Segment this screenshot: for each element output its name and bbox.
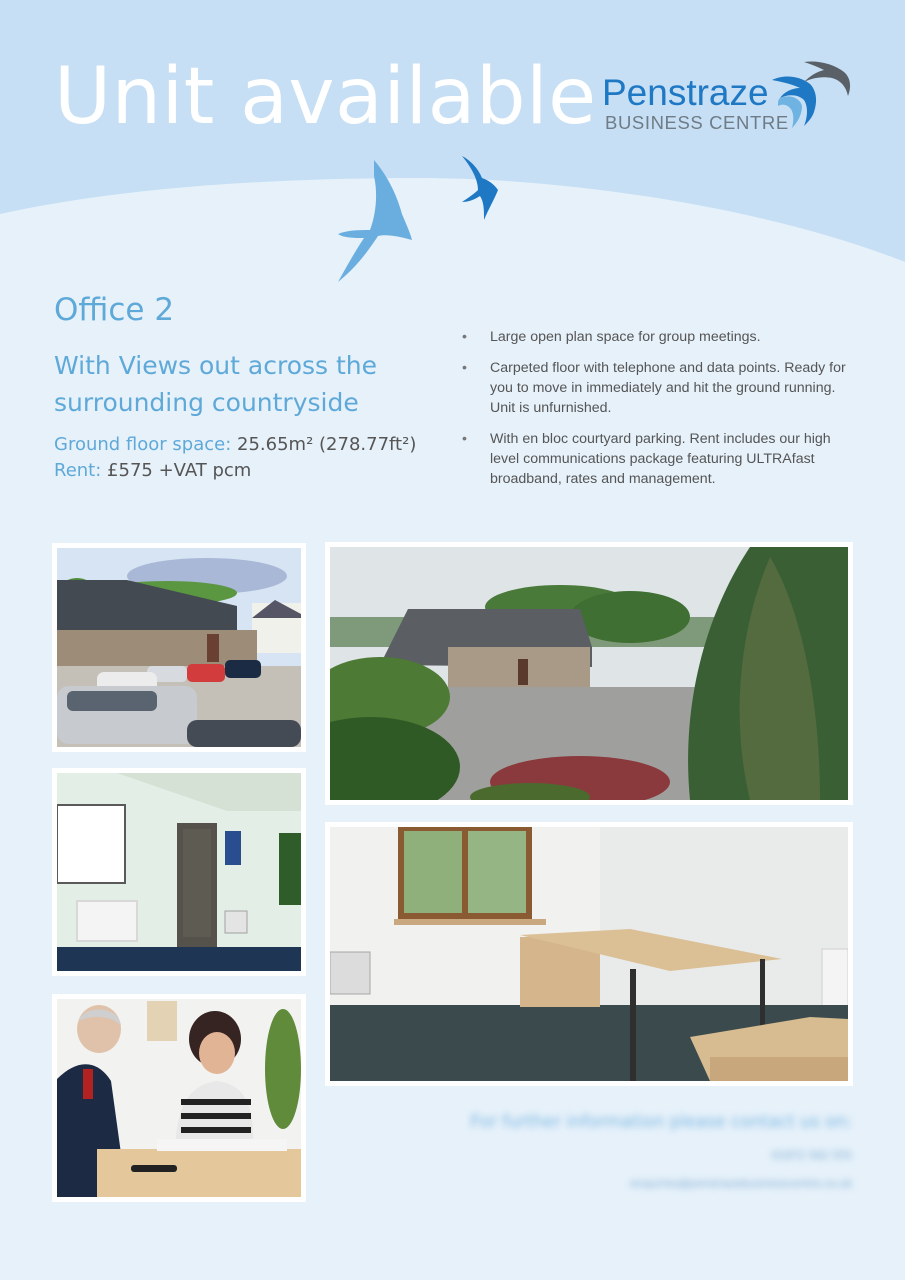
office-subtitle: With Views out across the surrounding countryside — [54, 351, 378, 417]
empty-office-desk-photo — [325, 822, 853, 1086]
feature-text: Carpeted floor with telephone and data points. Ready for you to move in immediately and hit the ground running. Unit is unfurnished. — [490, 360, 846, 416]
office-door-photo — [52, 768, 306, 976]
building-car-park-photo — [52, 543, 306, 752]
swallow-icon — [458, 154, 500, 222]
floor-space-value: 25.65m² (278.77ft²) — [237, 434, 417, 455]
feature-list — [462, 327, 862, 500]
swallow-birds-icon — [770, 60, 852, 132]
bullet: • — [462, 431, 467, 447]
meeting-people-photo — [52, 994, 306, 1202]
contact-email: enquiries@penstrazebusinesscentre.co.uk — [630, 1178, 852, 1190]
headline: Unit available — [54, 52, 597, 142]
feature-text: With en bloc courtyard parking. Rent includes our high level communications package featuring ULTRAfast broadband, rates and management. — [490, 431, 831, 487]
contact-details — [330, 1110, 852, 1190]
bullet: • — [462, 329, 467, 345]
office-specs — [54, 432, 416, 484]
rent-label: Rent: — [54, 460, 102, 481]
floor-space-label: Ground floor space: — [54, 434, 232, 455]
feature-text: Large open plan space for group meetings. — [490, 329, 761, 345]
list-item — [462, 358, 862, 418]
bullet: • — [462, 360, 467, 376]
company-logo — [602, 60, 852, 140]
contact-phone: 01872 562 555 — [771, 1150, 852, 1162]
swallow-icon — [330, 158, 420, 286]
list-item — [462, 429, 862, 489]
courtyard-view-photo — [325, 542, 853, 805]
list-item — [462, 327, 862, 347]
rent-value: £575 +VAT pcm — [107, 460, 252, 481]
logo-subtitle: BUSINESS CENTRE — [605, 112, 789, 133]
contact-heading: For further information please contact us on: — [470, 1112, 852, 1132]
rent-row — [54, 458, 416, 484]
floor-space-row — [54, 432, 416, 458]
office-title: Office 2 — [54, 292, 175, 328]
logo-name: Penstraze — [602, 72, 769, 113]
